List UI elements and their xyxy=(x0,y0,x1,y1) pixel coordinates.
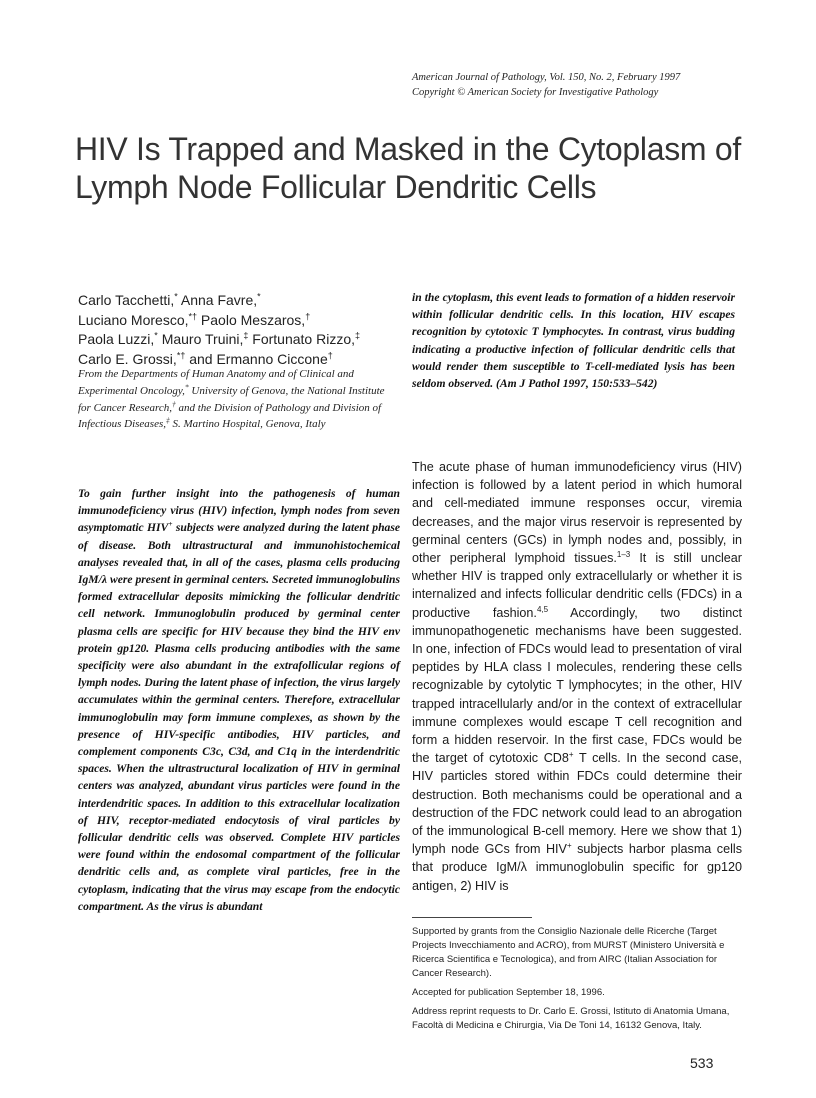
journal-copyright: Copyright © American Society for Investigative Pathology xyxy=(412,87,659,98)
funding-note: Supported by grants from the Consiglio Nazionale delle Ricerche (Target Projects Invecchiamento and ACRO), from MURST (Ministero Università e Ricerca Scientifica e Tecnologica), and from AIRC (Italian Association for Cancer Research). xyxy=(412,926,725,979)
reprint-note: Address reprint requests to Dr. Carlo E. Grossi, Istituto di Anatomia Umana, Facoltà di Medicina e Chirurgia, Via De Toni 14, 16132 Genova, Italy. xyxy=(412,1006,730,1031)
author-name: Fortunato Rizzo, xyxy=(252,331,356,347)
affiliation-mark: * xyxy=(184,382,189,392)
reference-mark: 1–3 xyxy=(616,549,631,559)
affiliation-mark: † xyxy=(305,310,311,321)
footnotes xyxy=(412,925,737,1038)
author-list xyxy=(78,291,408,369)
author-name: Mauro Truini, xyxy=(161,331,244,347)
author-name: Paolo Meszaros, xyxy=(200,311,306,328)
affiliation-mark: * xyxy=(174,291,178,302)
affiliation-mark: † xyxy=(327,349,333,360)
journal-header xyxy=(412,70,772,100)
author-conjunction: and xyxy=(189,350,213,367)
affiliations: From the Departments of Human Anatomy and of Clinical and Experimental Oncology,* University of Genova, the National Institute for Cancer Research,† and the Division of Pathology and Division of Infectious Diseases,‡ S. Martino Hospital, Genova, Italy xyxy=(78,368,385,431)
author-name: Paola Luzzi, xyxy=(78,331,155,347)
abstract-column-left: To gain further insight into the pathogenesis of human immunodeficiency virus (HIV) infection, lymph nodes from seven asymptomatic HIV+ subjects were analyzed during the latent phase of disease. Both ultrastructural and immunohistochemical analyses revealed that, in all of the cases, plasma cells producing IgM/λ were present in germinal centers. Secreted immunoglobulins formed extracellular deposits mimicking the follicular dendritic cell network. Immunoglobulin produced by germinal center plasma cells are specific for HIV because they bind the HIV env protein gp120. Plasma cells producing antibodies with the same specificity were also abundant in the extrafollicular regions of lymph nodes. During the latent phase of infection, the virus largely accumulates within the germinal centers. Therefore, extracellular immunoglobulin may form immune complexes, as shown by the presence of HIV-specific antibodies, HIV particles, and complement components C3c, C3d, and C1q in the interdendritic spaces. When the ultrastructural localization of HIV in germinal centers was analyzed, abundant virus particles were found in the interdendritic spaces. In addition to this extracellular localization of HIV, receptor-mediated endocytosis of viral particles by follicular dendritic cells was observed. Complete HIV particles were found within the endosomal compartment of the follicular dendritic cells and, as complete viral particles, free in the cytoplasm, indicating that the virus may escape from the endocytic compartment. As the virus is abundant xyxy=(78,487,400,913)
affiliation-mark: *† xyxy=(176,349,186,360)
author-name: Carlo E. Grossi, xyxy=(78,350,177,367)
abstract-citation: (Am J Pathol 1997, 150:533–542) xyxy=(496,377,658,391)
affiliation-mark: * xyxy=(257,291,261,302)
affiliation-mark: ‡ xyxy=(165,415,170,425)
page-number: 533 xyxy=(690,1055,714,1071)
author-name: Ermanno Ciccone xyxy=(216,350,328,367)
reference-mark: 4,5 xyxy=(536,604,549,614)
affiliation-mark: *† xyxy=(188,310,198,321)
journal-citation: American Journal of Pathology, Vol. 150, No. 2, February 1997 xyxy=(412,72,681,83)
accepted-note: Accepted for publication September 18, 1996. xyxy=(412,987,605,998)
article-title: HIV Is Trapped and Masked in the Cytoplasm of Lymph Node Follicular Dendritic Cells xyxy=(75,131,741,205)
affiliation-mark: ‡ xyxy=(243,330,249,341)
affiliation-mark: ‡ xyxy=(355,330,361,341)
abstract-column-right: in the cytoplasm, this event leads to formation of a hidden reservoir within follicular dendritic cells. In this location, HIV escapes recognition by cytotoxic T lymphocytes. In contrast, virus budding indicating a productive infection of follicular dendritic cells that would render them susceptible to T-cell-mediated lysis has been seldom observed. (Am J Pathol 1997, 150:533–542) xyxy=(412,291,735,391)
author-name: Anna Favre, xyxy=(180,292,258,308)
introduction-text: The acute phase of human immunodeficiency virus (HIV) infection is followed by a latent period in which humoral and cell-mediated immune responses occur, viremia decreases, and the major virus reservoir is represented by germinal centers (GCs) in lymph nodes and, possibly, in other peripheral lymphoid tissues.$^{1-3}$ It is still unclear whether HIV is trapped only extracellularly or whether it is internalized and infects follicular dendritic cells (FDCs) in a productive fashion.$^{4,5}$ Accordingly, two distinct immunopathogenetic mechanisms have been suggested. In one, infection of FDCs would lead to presentation of viral peptides by HLA class I molecules, rendering these cells recognizable by cytolytic T lymphocytes; in the other, HIV trapped intracellularly and/or in the context of extracellular immune complexes would escape T cell recognition and form a hidden reservoir. In the first case, FDCs would be the target of cytotoxic CD8+ T cells. In the second case, HIV particles stored within FDCs could determine their destruction. Both mechanisms could be operational and a destruction of the FDC network could lead to an abrogation of the immunological B-cell memory. Here we show that 1) lymph node GCs from HIV+ subjects harbor plasma cells that produce IgM/λ immunoglobulin specific for gp120 antigen, 2) HIV is xyxy=(412,460,742,893)
affiliation-mark: † xyxy=(172,398,176,408)
affiliation-mark: * xyxy=(154,330,158,341)
author-name: Luciano Moresco, xyxy=(78,311,189,328)
author-name: Carlo Tacchetti, xyxy=(78,292,175,308)
footnote-divider xyxy=(412,917,532,918)
